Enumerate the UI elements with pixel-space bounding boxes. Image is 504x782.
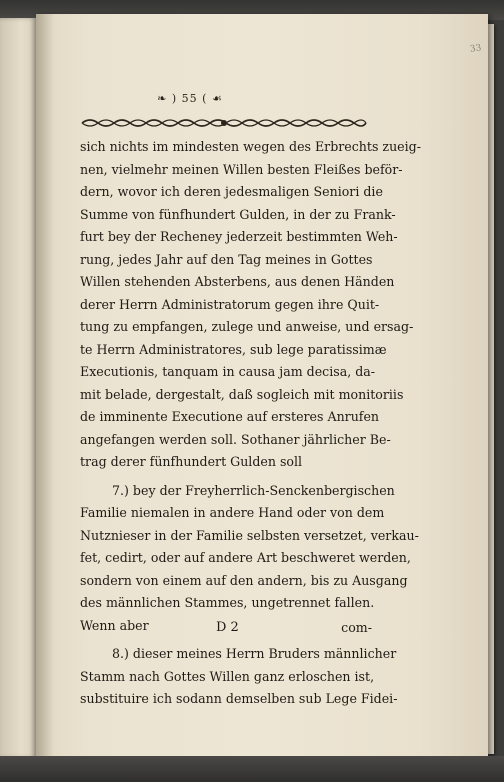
text-line: dern, wovor ich deren jedesmaligen Seniori die [80,184,383,199]
text-line: de imminente Executione auf ersteres Anrufen [80,409,380,424]
gutter-shadow [36,14,54,758]
text-line: angefangen werden soll. Sothaner jährlicher Be- [80,431,391,447]
page-header: ❧ ) 55 ( ☙ [157,92,223,105]
text-line: tung zu empfangen, zulege und anweise, und ersag- [80,319,414,334]
text-line: Nutznieser in der Familie selbsten versetzet, verkau- [80,527,419,543]
folio-mark: 33 [469,43,483,55]
text-line: substituire ich sodann demselben sub Lege Fidei- [80,691,398,706]
text-line: te Herrn Administratores, sub lege paratissimæ [80,341,387,357]
ornament-rule [80,117,368,129]
numbered-clause-7: 7.) bey der Freyherrlich-Senckenbergischen [112,482,395,498]
text-line: fet, cedirt, oder auf andere Art beschweret werden, [80,550,411,565]
numbered-clause-8: 8.) dieser meines Herrn Bruders männlicher [112,646,397,661]
page-footer [80,620,372,642]
text-line: Stamm nach Gottes Willen ganz erloschen ist, [80,668,375,684]
text-line: Executionis, tanquam in causa jam decisa, da- [80,364,376,379]
signature-mark: D 2 [216,620,239,635]
text-line: trag derer fünfhundert Gulden soll [80,454,303,469]
catchword: com- [341,620,372,635]
previous-page-edge [0,18,36,758]
text-line: Willen stehenden Absterbens, aus denen Händen [80,274,395,289]
next-sheet-edge [488,24,494,754]
text-line: des männlichen Stammes, ungetrennet fallen. [80,595,375,610]
text-line: furt bey der Recheney jederzeit bestimmten Weh- [80,229,398,244]
text-line: sondern von einem auf den andern, bis zu Ausgang [80,572,408,588]
text-line: nen, vielmehr meinen Willen besten Fleißes beför- [80,161,403,177]
scan-background-bottom [0,756,504,782]
text-line: derer Herrn Administratorum gegen ihre Quit- [80,296,380,312]
text-line: mit belade, dergestalt, daß sogleich mit monitoriis [80,386,404,402]
text-line: rung, jedes Jahr auf den Tag meines in Gottes [80,251,373,267]
text-line: sich nichts im mindesten wegen des Erbrechts zueig- [80,139,421,154]
text-line: Summe von fünfhundert Gulden, in der zu Frank- [80,206,396,222]
text-line: Familie niemalen in andere Hand oder von dem [80,505,385,520]
text-line: Wenn aber [80,617,149,633]
